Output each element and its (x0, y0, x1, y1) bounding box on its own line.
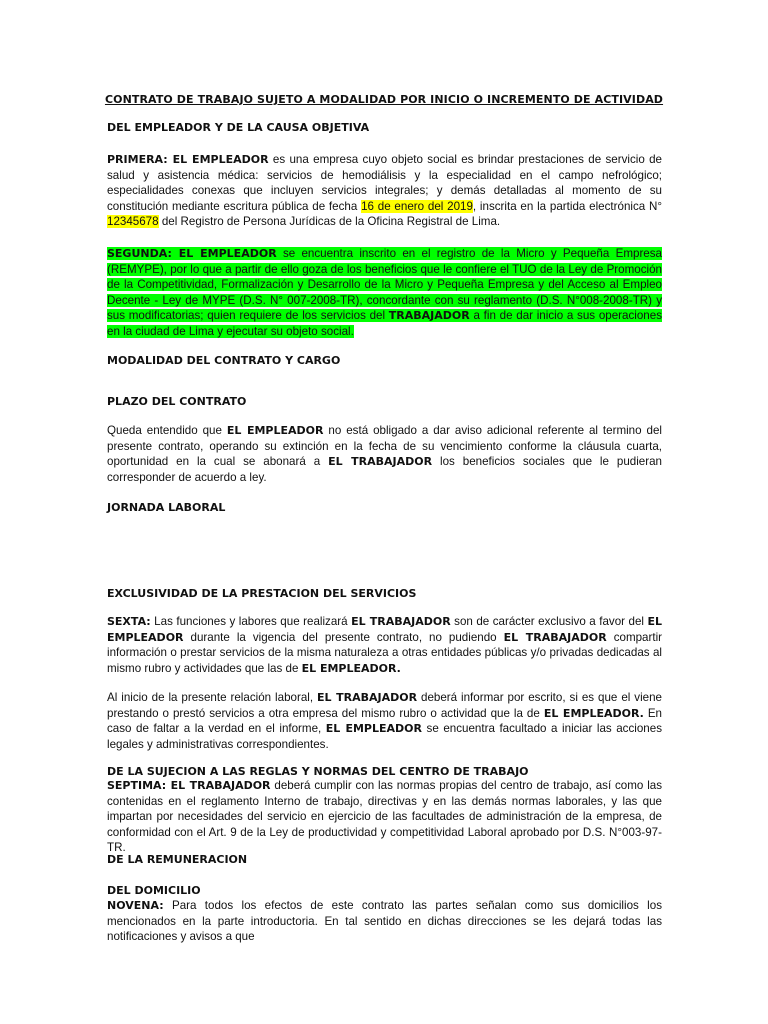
inicio-text1: Al inicio de la presente relación laboral, (107, 691, 318, 704)
novena-text1: Para todos los efectos de este contrato las partes señalan como sus domicilios los mencionados en la parte introductoria. En tal sentido en dichas direcciones se les dejará todas las notificaciones y avisos a que (107, 899, 662, 943)
heading-jornada: JORNADA LABORAL (107, 501, 226, 514)
clause-segunda (107, 246, 662, 339)
clause-septima-label: SEPTIMA: (107, 779, 167, 792)
heading-modalidad-cargo: MODALIDAD DEL CONTRATO Y CARGO (107, 354, 341, 367)
clause-plazo (107, 423, 662, 485)
inicio-trabajador: EL TRABAJADOR (317, 691, 418, 704)
heading-domicilio: DEL DOMICILIO (107, 884, 201, 897)
clause-primera-text3: del Registro de Persona Jurídicas de la Oficina Registral de Lima. (158, 215, 501, 228)
clause-novena (107, 898, 662, 945)
clause-primera (107, 152, 662, 230)
clause-primera-text2: , inscrita en la partida electrónica N° (472, 199, 663, 213)
fecha-highlight: 16 de enero del 2019 (361, 199, 473, 213)
heading-empleador-causa: DEL EMPLEADOR Y DE LA CAUSA OBJETIVA (107, 121, 370, 134)
clause-segunda-text1: se encuentra inscrito en el registro de la Micro y Pequeña Empresa (REMYPE), por lo que a partir de ello goza de los beneficios que le confiere el TUO de la Ley de Promoción de la Competitividad, Formalización y Desarrollo de la Micro y Pequeña Empresa y del Acceso al Empleo Decente - Ley de MYPE (D.S. N° 007-2008-TR), concordante con su reglamento (D.S. N°008-2008-TR) y sus modificatorias; quien requiere de los servicios del (107, 247, 663, 322)
partida-highlight: 12345678 (107, 215, 159, 228)
clause-inicio (107, 690, 662, 752)
sexta-text4: compartir información o prestar servicios de la misma naturaleza a otras entidades públicas y/o privadas dedicadas al mismo rubro y actividades que las de (107, 630, 663, 675)
clause-segunda-text2: a fin de dar inicio a sus operaciones en la ciudad de Lima y ejecutar su objeto social. (107, 309, 662, 338)
heading-sujecion: DE LA SUJECION A LAS REGLAS Y NORMAS DEL CENTRO DE TRABAJO (107, 765, 529, 778)
sexta-text1: Las funciones y labores que realizará (150, 615, 352, 628)
clause-sexta-label: SEXTA: (107, 615, 151, 628)
plazo-empleador: EL EMPLEADOR (226, 424, 324, 437)
sexta-trabajador-1: EL TRABAJADOR (351, 615, 451, 628)
sexta-trabajador-2: EL TRABAJADOR (503, 630, 607, 644)
clause-segunda-trabajador: TRABAJADOR (388, 309, 470, 322)
sexta-empleador-2: EL EMPLEADOR. (301, 661, 401, 675)
inicio-empleador-1: EL EMPLEADOR. (543, 706, 644, 720)
heading-remuneracion: DE LA REMUNERACION (107, 853, 248, 866)
plazo-text1: Queda entendido que (107, 424, 227, 437)
clause-primera-text1: es una empresa cuyo objeto social es brindar prestaciones de servicio de salud y asistencia médica: servicios de hemodiálisis y la especialidad en el campo nefrológico; especialidades conexas que incluyen servicios integrales; y demás detalladas al momento de su constitución mediante escritura pública de fecha (107, 153, 662, 213)
septima-text1: deberá cumplir con las normas propias del centro de trabajo, así como las contenidas en el reglamento Interno de trabajo, directivas y en las demás normas laborales, y las que impartan por necesidades del servicio en ejercicio de las facultades de administración de la empresa, de conformidad con el Art. 9 de la Ley de productividad y competitividad Laboral aprobado por D.S. N°003-97-TR. (107, 779, 663, 854)
clause-primera-label: PRIMERA: EL EMPLEADOR (107, 153, 269, 166)
clause-novena-label: NOVENA: (107, 899, 164, 912)
heading-exclusividad: EXCLUSIVIDAD DE LA PRESTACION DEL SERVICIOS (107, 587, 417, 600)
septima-trabajador: EL TRABAJADOR (166, 779, 271, 792)
inicio-text4: se encuentra facultado a iniciar las acciones legales y administrativas correspondientes. (107, 722, 662, 751)
inicio-empleador-2: EL EMPLEADOR (325, 722, 422, 735)
plazo-trabajador: EL TRABAJADOR (328, 455, 433, 468)
sexta-empleador-1: EL EMPLEADOR (107, 615, 662, 644)
clause-segunda-label: SEGUNDA: EL EMPLEADOR (107, 247, 277, 260)
plazo-text3: los beneficios sociales que le pudieran corresponder de acuerdo a ley. (107, 455, 663, 484)
plazo-text2: no está obligado a dar aviso adicional referente al termino del presente contrato, operando su extinción en la fecha de su vencimiento conforme la cláusula cuarta, oportunidad en la cual se abonará a (107, 424, 662, 468)
clause-septima (107, 778, 662, 856)
document-title: CONTRATO DE TRABAJO SUJETO A MODALIDAD POR INICIO O INCREMENTO DE ACTIVIDAD (104, 93, 664, 106)
inicio-text2: deberá informar por escrito, si es que el viene prestando o prestó servicios a otra empresa del mismo rubro o actividad que la de (107, 691, 663, 720)
sexta-text3: durante la vigencia del presente contrato, no pudiendo (183, 630, 504, 644)
inicio-text3: En caso de faltar a la verdad en el informe, (107, 706, 662, 735)
sexta-text2: son de carácter exclusivo a favor del (450, 615, 648, 628)
clause-sexta (107, 614, 662, 676)
heading-plazo: PLAZO DEL CONTRATO (107, 395, 247, 408)
